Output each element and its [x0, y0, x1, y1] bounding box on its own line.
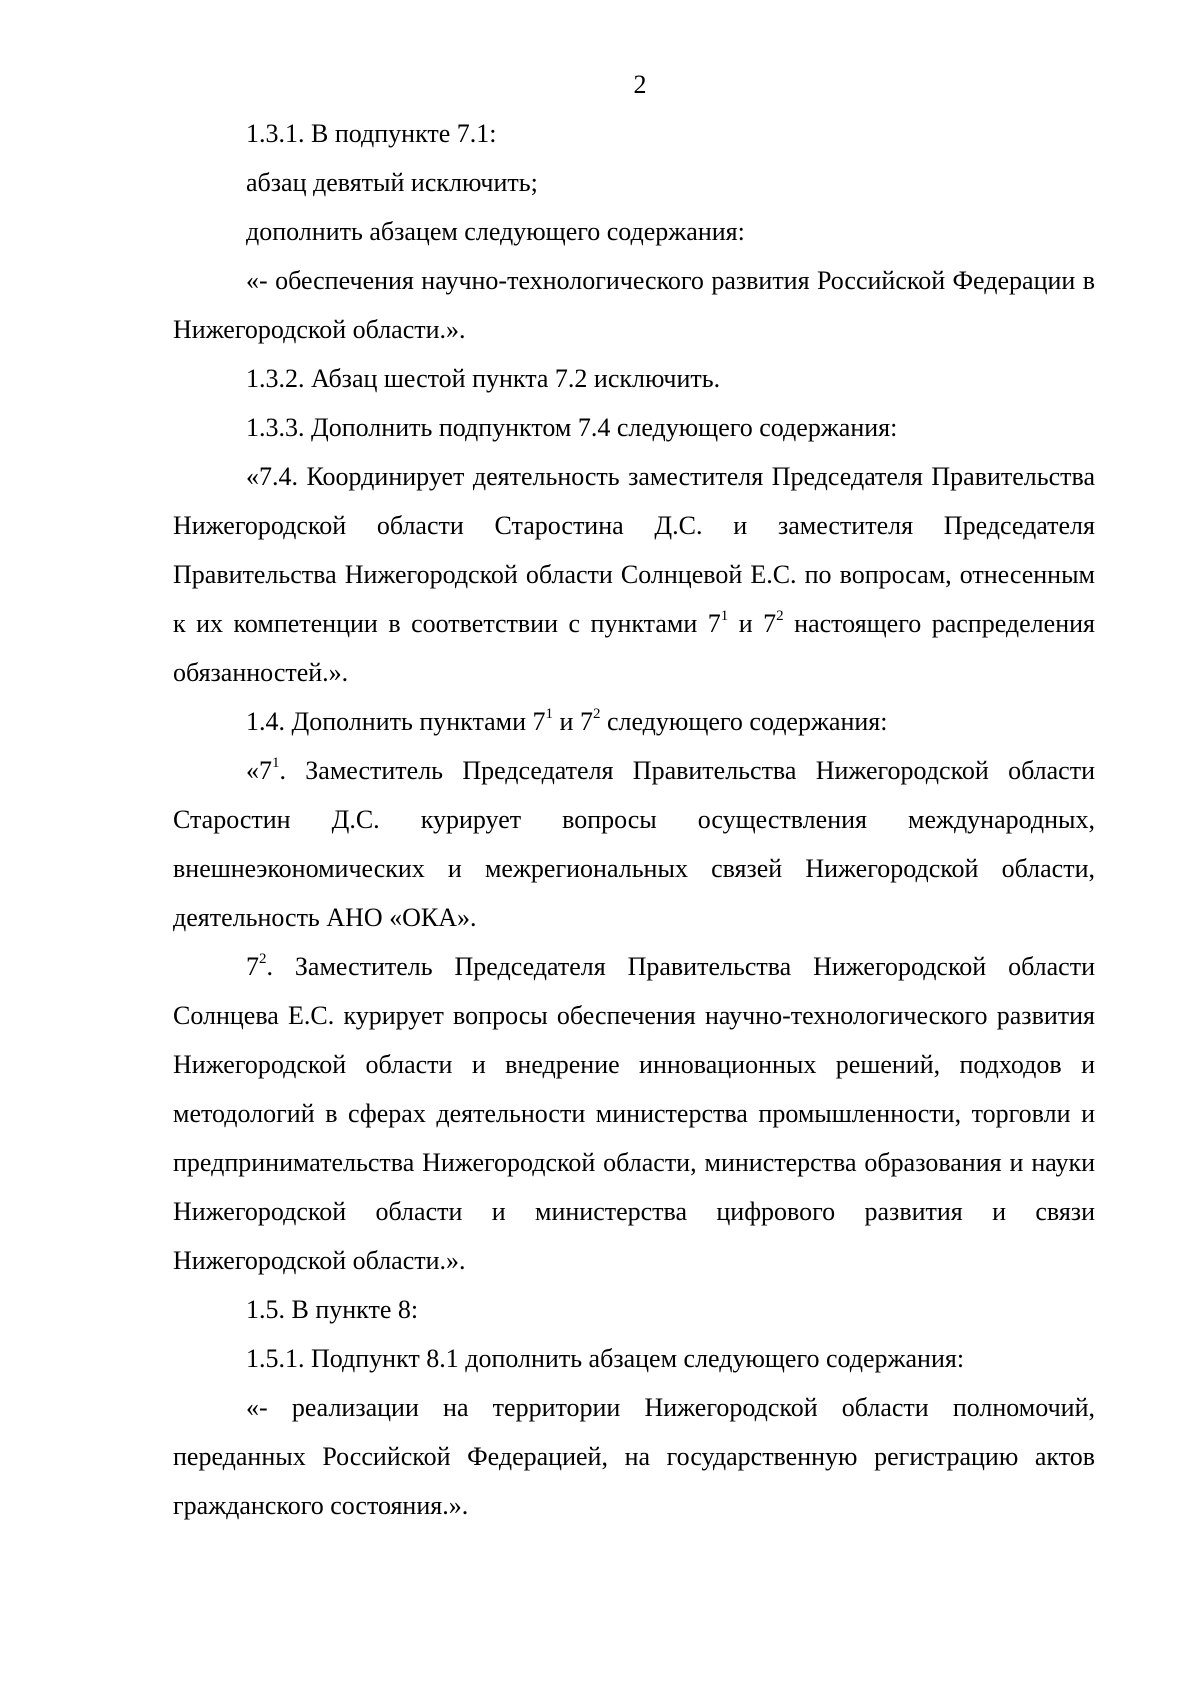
paragraph-1-4	[173, 697, 1095, 746]
paragraph-1-3-2: 1.3.2. Абзац шестой пункта 7.2 исключить.	[246, 364, 721, 393]
page-number: 2	[633, 70, 647, 99]
text-run: 7	[246, 952, 259, 981]
paragraph-remove-ninth: абзац девятый исключить;	[246, 168, 538, 197]
superscript: 2	[776, 608, 784, 625]
text-run: и 7	[728, 609, 777, 638]
paragraph-1-3-3: 1.3.3. Дополнить подпунктом 7.4 следующего содержания:	[246, 413, 898, 442]
text-run: . Заместитель Председателя Правительства Нижегородской области Солнцева Е.С. курирует вопросы обеспечения научно-технологического развития Нижегородской области и внедрение инновационных решений, подходов и методологий в сферах деятельности министерства промышленности, торговли и предпринимательства Нижегородской области, министерства образования и науки Нижегородской области и министерства цифрового развития и связи Нижегородской области.».	[173, 952, 1095, 1275]
document-body	[173, 109, 1095, 1530]
paragraph-1-5: 1.5. В пункте 8:	[246, 1295, 419, 1324]
superscript: 1	[272, 755, 280, 772]
paragraph-7-1	[173, 746, 1095, 942]
text-run: . Заместитель Председателя Правительства Нижегородской области Старостин Д.С. курирует вопросы осуществления международных, внешнеэкономических и межрегиональных связей Нижегородской области, деятельность АНО «ОКА».	[173, 756, 1095, 932]
superscript: 1	[720, 608, 729, 625]
text-run: и 7	[553, 707, 593, 736]
paragraph-7-2	[173, 942, 1095, 1285]
superscript: 2	[259, 951, 267, 968]
text-run: настоящего распределения обязанностей.».	[173, 609, 1095, 687]
paragraph-1-5-1: 1.5.1. Подпункт 8.1 дополнить абзацем следующего содержания:	[246, 1344, 965, 1373]
text-run: следующего содержания:	[600, 707, 888, 736]
text-run: «7	[246, 756, 272, 785]
superscript: 2	[592, 706, 601, 723]
paragraph-quoted-provision: «- обеспечения научно-технологического развития Российской Федерации в Нижегородской области.».	[173, 266, 1095, 344]
paragraph-1-3-1: 1.3.1. В подпункте 7.1:	[246, 119, 497, 148]
paragraph-quoted-registration: «- реализации на территории Нижегородской области полномочий, переданных Российской Федерацией, на государственную регистрацию актов гражданского состояния.».	[173, 1393, 1095, 1520]
superscript: 1	[545, 706, 554, 723]
text-run: 1.4. Дополнить пунктами 7	[246, 707, 546, 736]
text-run: «7.4. Координирует деятельность заместителя Председателя Правительства Нижегородской области Старостина Д.С. и заместителя Председателя Правительства Нижегородской области Солнцевой Е.С. по вопросам, отнесенным к их компетенции в соответствии с пунктами 7	[173, 462, 1095, 638]
paragraph-7-4	[173, 452, 1095, 697]
paragraph-add-clause: дополнить абзацем следующего содержания:	[246, 217, 745, 246]
